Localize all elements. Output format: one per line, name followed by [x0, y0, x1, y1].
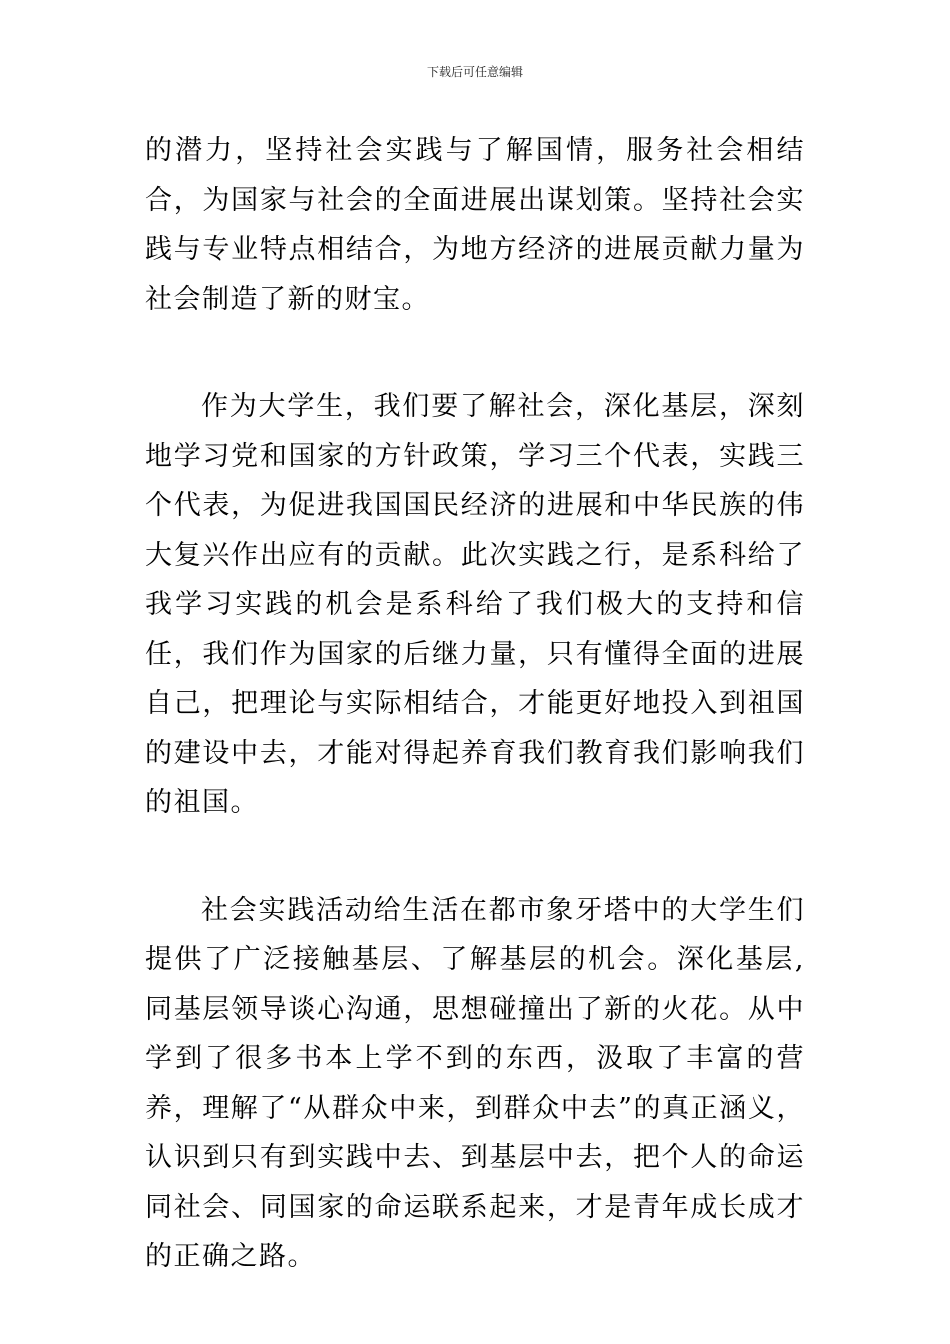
paragraph-2: 作为大学生，我们要了解社会，深化基层，深刻地学习党和国家的方针政策，学习三个代表，实践三个代表，为促进我国国民经济的进展和中华民族的伟大复兴作出应有的贡献。此次实践之行，是系科给了我学习实践的机会是系科给了我们极大的支持和信任，我们作为国家的后继力量，只有懂得全面的进展自己，把理论与实际相结合，才能更好地投入到祖国的建设中去，才能对得起养育我们教育我们影响我们的祖国。 — [145, 391, 805, 818]
download-note: 下载后可任意编辑 — [426, 65, 523, 79]
paragraph-3: 社会实践活动给生活在都市象牙塔中的大学生们提供了广泛接触基层、了解基层的机会。深化基层,同基层领导谈心沟通，思想碰撞出了新的火花。从中学到了很多书本上学不到的东西，汲取了丰富的营养，理解了“从群众中来，到群众中去”的真正涵义，认识到只有到实践中去、到基层中去，把个人的命运同社会、同国家的命运联系起来，才是青年成长成才的正确之路。 — [145, 894, 805, 1272]
document-body — [145, 126, 805, 1340]
paragraph-1: 的潜力，坚持社会实践与了解国情，服务社会相结合，为国家与社会的全面进展出谋划策。坚持社会实践与专业特点相结合，为地方经济的进展贡献力量为社会制造了新的财宝。 — [145, 135, 805, 315]
